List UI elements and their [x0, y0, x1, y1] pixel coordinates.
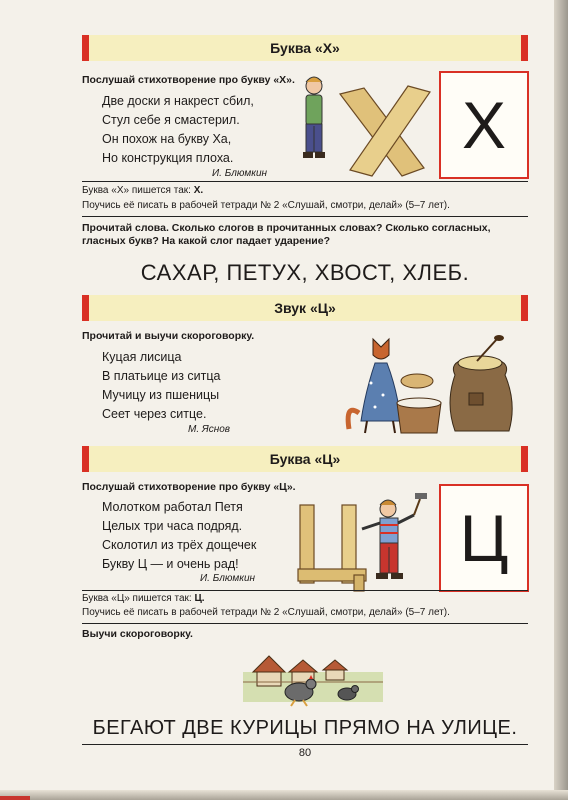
page-bottom-edge: [0, 790, 568, 800]
divider: [82, 590, 528, 591]
note-letter: Х.: [193, 185, 204, 196]
page-edge: [554, 0, 568, 800]
letter-kh-box: Х: [439, 71, 529, 179]
banner-letter-kh: Буква «Х»: [82, 35, 528, 61]
note-workbook-kh: Поучись её писать в рабочей тетради № 2 «Слушай, смотри, делай» (5–7 лет).: [82, 200, 450, 211]
corner-mark: [0, 796, 30, 800]
poem-line: Сеет через ситце.: [102, 407, 207, 421]
poem-line: Молотком работал Петя: [102, 500, 243, 514]
poem-line: Мучицу из пшеницы: [102, 388, 220, 402]
banner-sound-ts: Звук «Ц»: [82, 295, 528, 321]
poem-line: Стул себе я смастерил.: [102, 113, 240, 127]
note-text: Буква «Ц» пишется так:: [82, 593, 192, 604]
note-writing-kh: [82, 184, 203, 197]
note-workbook-ts: Поучись её писать в рабочей тетради № 2 «Слушай, смотри, делай» (5–7 лет).: [82, 607, 450, 618]
instruction-ts-poem: Послушай стихотворение про букву «Ц».: [82, 481, 296, 493]
divider: [82, 216, 528, 217]
author-ts: И. Блюмкин: [200, 573, 256, 584]
letter-ts-box: Ц: [439, 484, 529, 592]
page-number: 80: [298, 747, 312, 759]
poem-line: В платьице из ситца: [102, 369, 221, 383]
author-fox: М. Яснов: [188, 424, 230, 435]
poem-line: Целых три часа подряд.: [102, 519, 243, 533]
author-kh: И. Блюмкин: [212, 168, 268, 179]
poem-line: Букву Ц — и очень рад!: [102, 557, 239, 571]
poem-fox: [102, 348, 220, 424]
tongue-twister-phrase: БЕГАЮТ ДВЕ КУРИЦЫ ПРЯМО НА УЛИЦЕ.: [92, 717, 518, 739]
poem-line: Сколотил из трёх дощечек: [102, 538, 257, 552]
poem-line: Две доски я накрест сбил,: [102, 94, 254, 108]
poem-line: Куцая лисица: [102, 350, 182, 364]
poem-line: Но конструкция плоха.: [102, 151, 234, 165]
divider: [82, 623, 528, 624]
note-letter: Ц.: [194, 593, 205, 604]
question-words: Прочитай слова. Сколько слогов в прочитанных словах? Сколько согласных, гласных букв? На какой слог падает ударение?: [82, 222, 491, 247]
boy-with-hammer-ts-illustration: [296, 485, 446, 593]
instruction-learn-twister: Выучи скороговорку.: [82, 628, 193, 640]
poem-line: Он похож на букву Ха,: [102, 132, 232, 146]
note-text: Буква «Х» пишется так:: [82, 185, 191, 196]
banner-letter-ts: Буква «Ц»: [82, 446, 528, 472]
poem-ts: [102, 498, 256, 574]
instruction-tongue-twister: Прочитай и выучи скороговорку.: [82, 330, 255, 342]
fox-sifting-flour-illustration: [345, 333, 520, 439]
word-list: САХАР, ПЕТУХ, ХВОСТ, ХЛЕБ.: [140, 260, 470, 285]
running-chickens-illustration: [243, 642, 383, 708]
boy-with-plank-x-illustration: [298, 68, 438, 180]
poem-kh: [102, 92, 254, 168]
divider: [82, 744, 528, 745]
instruction-kh-poem: Послушай стихотворение про букву «Х».: [82, 74, 295, 86]
note-writing-ts: [82, 592, 205, 605]
divider: [82, 181, 528, 182]
